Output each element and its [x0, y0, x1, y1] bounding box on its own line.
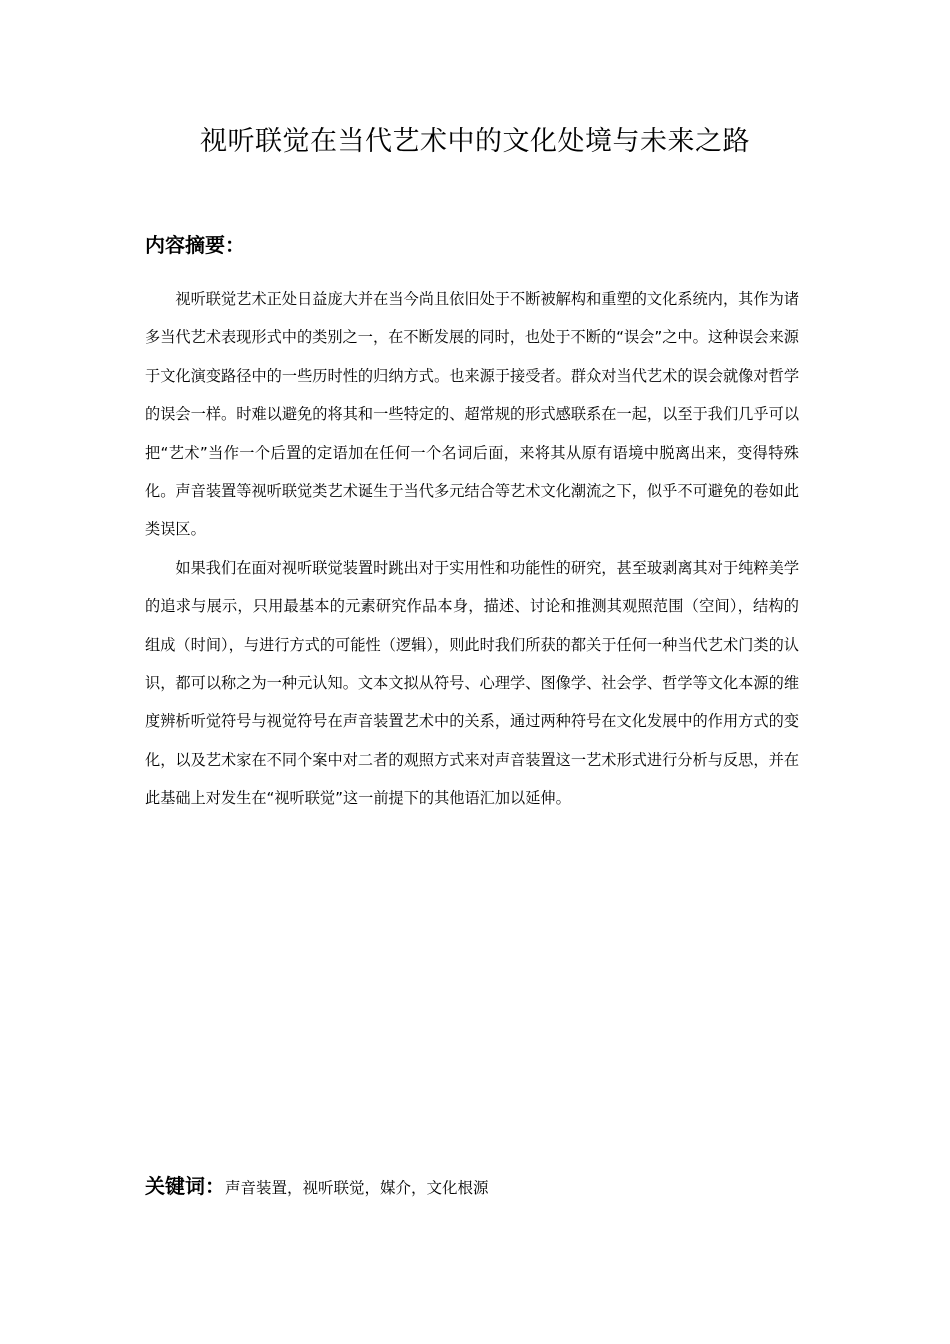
abstract-body	[145, 280, 799, 818]
abstract-paragraph-2: 如果我们在面对视听联觉装置时跳出对于实用性和功能性的研究，甚至玻剥离其对于纯粹美学的追求与展示，只用最基本的元素研究作品本身，描述、讨论和推测其观照范围（空间），结构的组成（时间），与进行方式的可能性（逻辑），则此时我们所获的都关于任何一种当代艺术门类的认识，都可以称之为一种元认知。文本文拟从符号、心理学、图像学、社会学、哲学等文化本源的维度辨析听觉符号与视觉符号在声音装置艺术中的关系，通过两种符号在文化发展中的作用方式的变化，以及艺术家在不同个案中对二者的观照方式来对声音装置这一艺术形式进行分析与反思，并在此基础上对发生在“视听联觉”这一前提下的其他语汇加以延伸。	[145, 558, 799, 808]
abstract-paragraph-1: 视听联觉艺术正处日益庞大并在当今尚且依旧处于不断被解构和重塑的文化系统内，其作为诸多当代艺术表现形式中的类别之一，在不断发展的同时，也处于不断的“误会”之中。这种误会来源于文化演变路径中的一些历时性的归纳方式。也来源于接受者。群众对当代艺术的误会就像对哲学的误会一样。时难以避免的将其和一些特定的、超常规的形式感联系在一起，以至于我们几乎可以把“艺术”当作一个后置的定语加在任何一个名词后面，来将其从原有语境中脱离出来，变得特殊化。声音装置等视听联觉类艺术诞生于当代多元结合等艺术文化潮流之下，似乎不可避免的卷如此类误区。	[145, 290, 799, 539]
keywords-line	[145, 1170, 489, 1204]
keywords-text: 声音装置，视听联觉，媒介，文化根源	[225, 1179, 489, 1197]
keywords-label: 关键词：	[145, 1174, 225, 1198]
abstract-heading: 内容摘要：	[145, 233, 245, 257]
document-title: 视听联觉在当代艺术中的文化处境与未来之路	[200, 126, 750, 157]
